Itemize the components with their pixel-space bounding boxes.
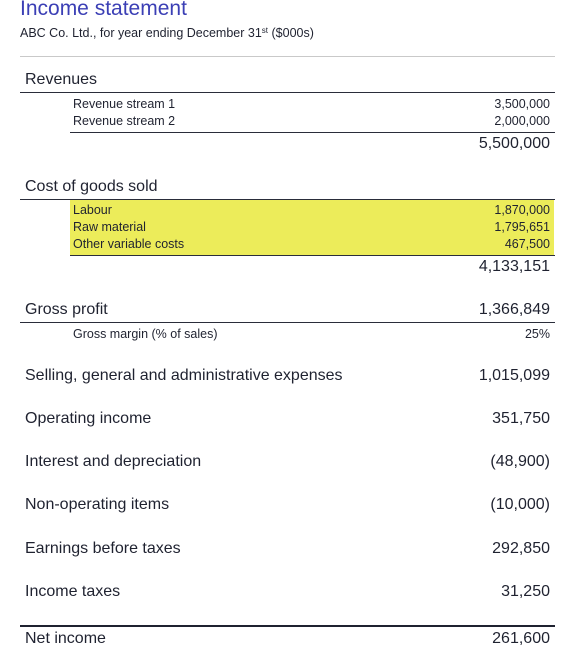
line-label: Income taxes <box>25 583 121 600</box>
page-title: Income statement <box>20 0 187 20</box>
page-subtitle <box>20 26 314 40</box>
net-income-value: 261,600 <box>492 630 550 647</box>
line-value: (48,900) <box>490 453 550 470</box>
revenue-item-value: 3,500,000 <box>494 97 550 111</box>
subtitle-ordinal-suffix: st <box>261 26 269 35</box>
gross-margin-value: 25% <box>524 327 550 341</box>
gross-profit-label: Gross profit <box>25 301 108 318</box>
cogs-total: 4,133,151 <box>478 258 550 275</box>
net-income-label: Net income <box>25 630 106 647</box>
gross-margin-label: Gross margin (% of sales) <box>73 327 218 341</box>
revenue-item-label: Revenue stream 2 <box>73 114 176 128</box>
cogs-item-value: 1,870,000 <box>494 203 550 217</box>
subtitle-units: ($000s) <box>268 26 314 40</box>
subtitle-text: ABC Co. Ltd., for year ending December 31 <box>20 26 262 40</box>
revenues-heading-rule <box>20 92 555 93</box>
cogs-total-rule <box>70 255 555 256</box>
cogs-item-label: Raw material <box>73 220 146 234</box>
cogs-item-value: 1,795,651 <box>494 220 550 234</box>
cogs-item-label: Other variable costs <box>73 237 185 251</box>
line-label: Non-operating items <box>25 496 170 513</box>
line-value: 292,850 <box>492 540 550 557</box>
line-value: (10,000) <box>490 496 550 513</box>
cogs-item-label: Labour <box>73 203 112 217</box>
line-value: 31,250 <box>501 583 550 600</box>
net-income-rule <box>20 625 555 627</box>
line-label: Selling, general and administrative expenses <box>25 367 343 384</box>
cogs-heading: Cost of goods sold <box>25 178 158 195</box>
gross-profit-value: 1,366,849 <box>478 301 550 318</box>
revenues-total-rule <box>70 132 555 133</box>
line-label: Interest and depreciation <box>25 453 202 470</box>
revenue-item-label: Revenue stream 1 <box>73 97 176 111</box>
revenues-total: 5,500,000 <box>478 135 550 152</box>
line-value: 351,750 <box>492 410 550 427</box>
line-label: Operating income <box>25 410 152 427</box>
revenue-item-value: 2,000,000 <box>494 114 550 128</box>
line-label: Earnings before taxes <box>25 540 181 557</box>
line-value: 1,015,099 <box>478 367 550 384</box>
cogs-item-value: 467,500 <box>504 237 550 251</box>
gross-profit-rule <box>20 322 555 323</box>
top-divider <box>20 56 555 57</box>
revenues-heading: Revenues <box>25 71 98 88</box>
